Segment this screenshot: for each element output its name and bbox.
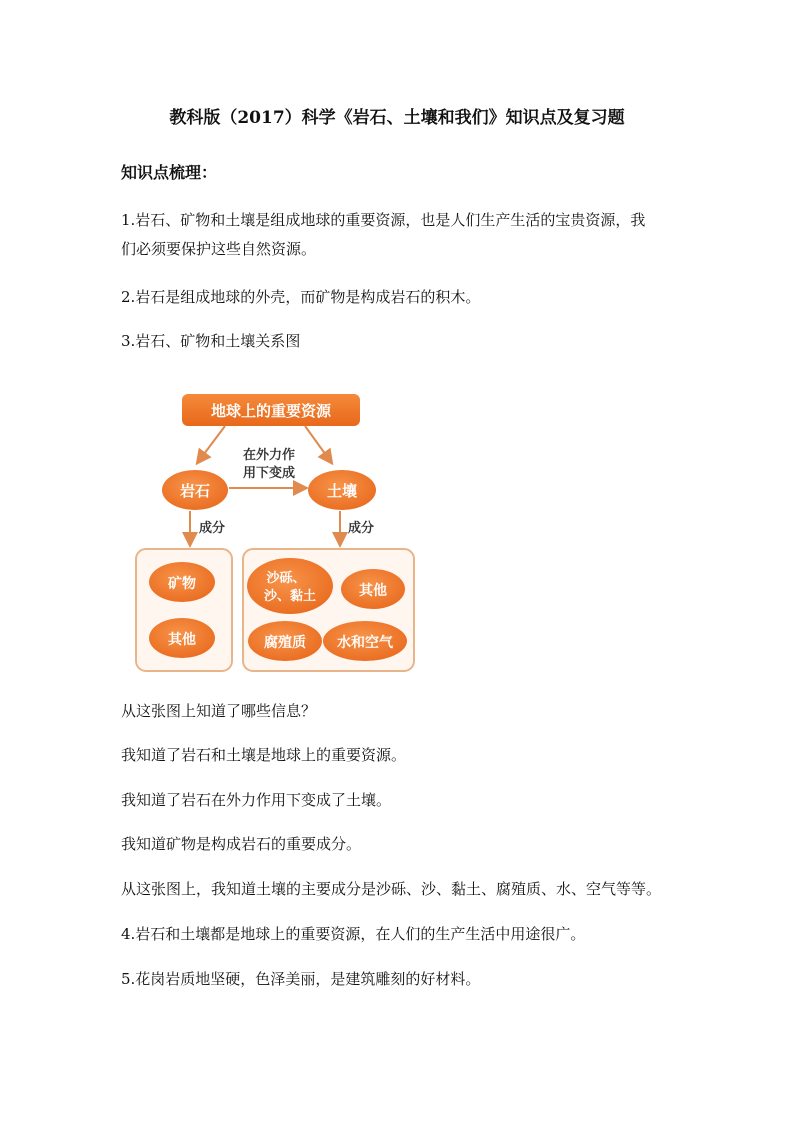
arrow-top-to-rock xyxy=(198,426,225,462)
transform-label-line-2: 用下变成 xyxy=(242,466,296,481)
answer-3: 我知道矿物是构成岩石的重要成分。 xyxy=(121,835,362,853)
soil-component-gravel xyxy=(247,558,333,614)
soil-component-humus-label: 腐殖质 xyxy=(264,635,306,651)
rock-component-label: 成分 xyxy=(199,521,226,536)
item-2: 2.岩石是组成地球的外壳，而矿物是构成岩石的积木。 xyxy=(121,288,481,306)
rock-label: 岩石 xyxy=(179,482,211,500)
section-heading: 知识点梳理： xyxy=(121,163,218,182)
soil-component-water-air-label: 水和空气 xyxy=(337,635,393,651)
item-1 xyxy=(121,206,681,264)
arrow-top-to-soil xyxy=(305,426,331,462)
item-4: 4.岩石和土壤都是地球上的重要资源，在人们的生产生活中用途很广。 xyxy=(121,925,586,943)
relationship-diagram-svg xyxy=(130,386,418,676)
answer-2: 我知道了岩石在外力作用下变成了土壤。 xyxy=(121,791,392,809)
soil-component-label: 成分 xyxy=(348,521,375,536)
item-1-line-2: 们必须要保护这些自然资源。 xyxy=(121,240,317,258)
transform-label-line-1: 在外力作 xyxy=(242,448,296,463)
item-1-line-1: 1.岩石、矿物和土壤是组成地球的重要资源，也是人们生产生活的宝贵资源，我 xyxy=(121,211,646,229)
answer-4: 从这张图上，我知道土壤的主要成分是沙砾、沙、黏土、腐殖质、水、空气等等。 xyxy=(121,880,662,898)
soil-component-gravel-line-1: 沙砾、 xyxy=(266,571,306,586)
answer-1: 我知道了岩石和土壤是地球上的重要资源。 xyxy=(121,746,407,764)
rock-component-mineral-label: 矿物 xyxy=(168,576,196,592)
page-title: 教科版（2017）科学《岩石、土壤和我们》知识点及复习题 xyxy=(169,108,625,128)
rock-component-other-label: 其他 xyxy=(168,632,196,648)
relationship-diagram xyxy=(130,386,418,676)
top-box-label: 地球上的重要资源 xyxy=(210,402,332,420)
item-5: 5.花岗岩质地坚硬，色泽美丽，是建筑雕刻的好材料。 xyxy=(121,970,481,988)
item-3: 3.岩石、矿物和土壤关系图 xyxy=(121,332,301,350)
question: 从这张图上知道了哪些信息？ xyxy=(121,702,317,720)
soil-component-other-label: 其他 xyxy=(359,583,387,599)
soil-label: 土壤 xyxy=(326,482,358,500)
soil-component-gravel-line-2: 沙、黏土 xyxy=(263,589,317,604)
